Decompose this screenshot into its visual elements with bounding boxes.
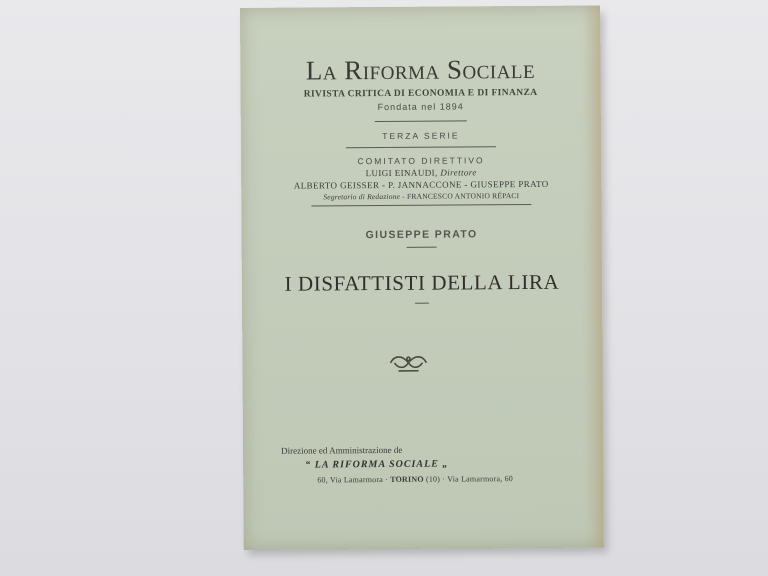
divider-rule: [375, 120, 467, 122]
director-name: LUIGI EINAUDI,: [365, 167, 438, 179]
work-title: I DISFATTISTI DELLA LIRA: [284, 269, 560, 296]
series-label: TERZA SERIE: [382, 130, 460, 142]
secretary-role: Segretario di Redazione: [323, 191, 401, 202]
address-right: Via Lamarmora, 60: [447, 474, 514, 484]
journal-subtitle: RIVISTA CRITICA DI ECONOMIA E DI FINANZA: [303, 87, 538, 100]
director-role: Direttore: [440, 167, 477, 178]
committee-members: ALBERTO GEISSER - P. JANNACCONE - GIUSEPPE PRATO: [293, 178, 549, 191]
publisher-address: 60, Via Lamarmora · TORINO (10) · Via Lamarmora, 60: [317, 474, 514, 485]
ornament-icon: [388, 353, 428, 373]
director-line: [241, 166, 601, 179]
address-left: 60, Via Lamarmora: [317, 475, 383, 485]
committee-title: COMITATO DIRETTIVO: [357, 155, 485, 167]
secretary-name: FRANCESCO ANTONIO RÉPACI: [406, 191, 520, 201]
divider-rule: [407, 247, 437, 248]
divider-rule: [311, 204, 531, 207]
journal-title: La Riforma Sociale: [305, 53, 536, 86]
secretary-line: Segretario di Redazione - FRANCESCO ANTONIO RÉPACI: [323, 191, 520, 202]
divider-rule: [346, 146, 496, 148]
address-postcode: (10): [425, 474, 441, 484]
publisher-name: “ LA RIFORMA SOCIALE „: [305, 458, 449, 471]
publisher-line: Direzione ed Amministrazione de: [281, 444, 403, 456]
address-city: TORINO: [390, 474, 424, 484]
author-name: GIUSEPPE PRATO: [365, 228, 478, 242]
divider-rule: [415, 303, 429, 304]
founded-line: Fondata nel 1894: [377, 101, 464, 113]
booklet-cover: [240, 5, 604, 550]
